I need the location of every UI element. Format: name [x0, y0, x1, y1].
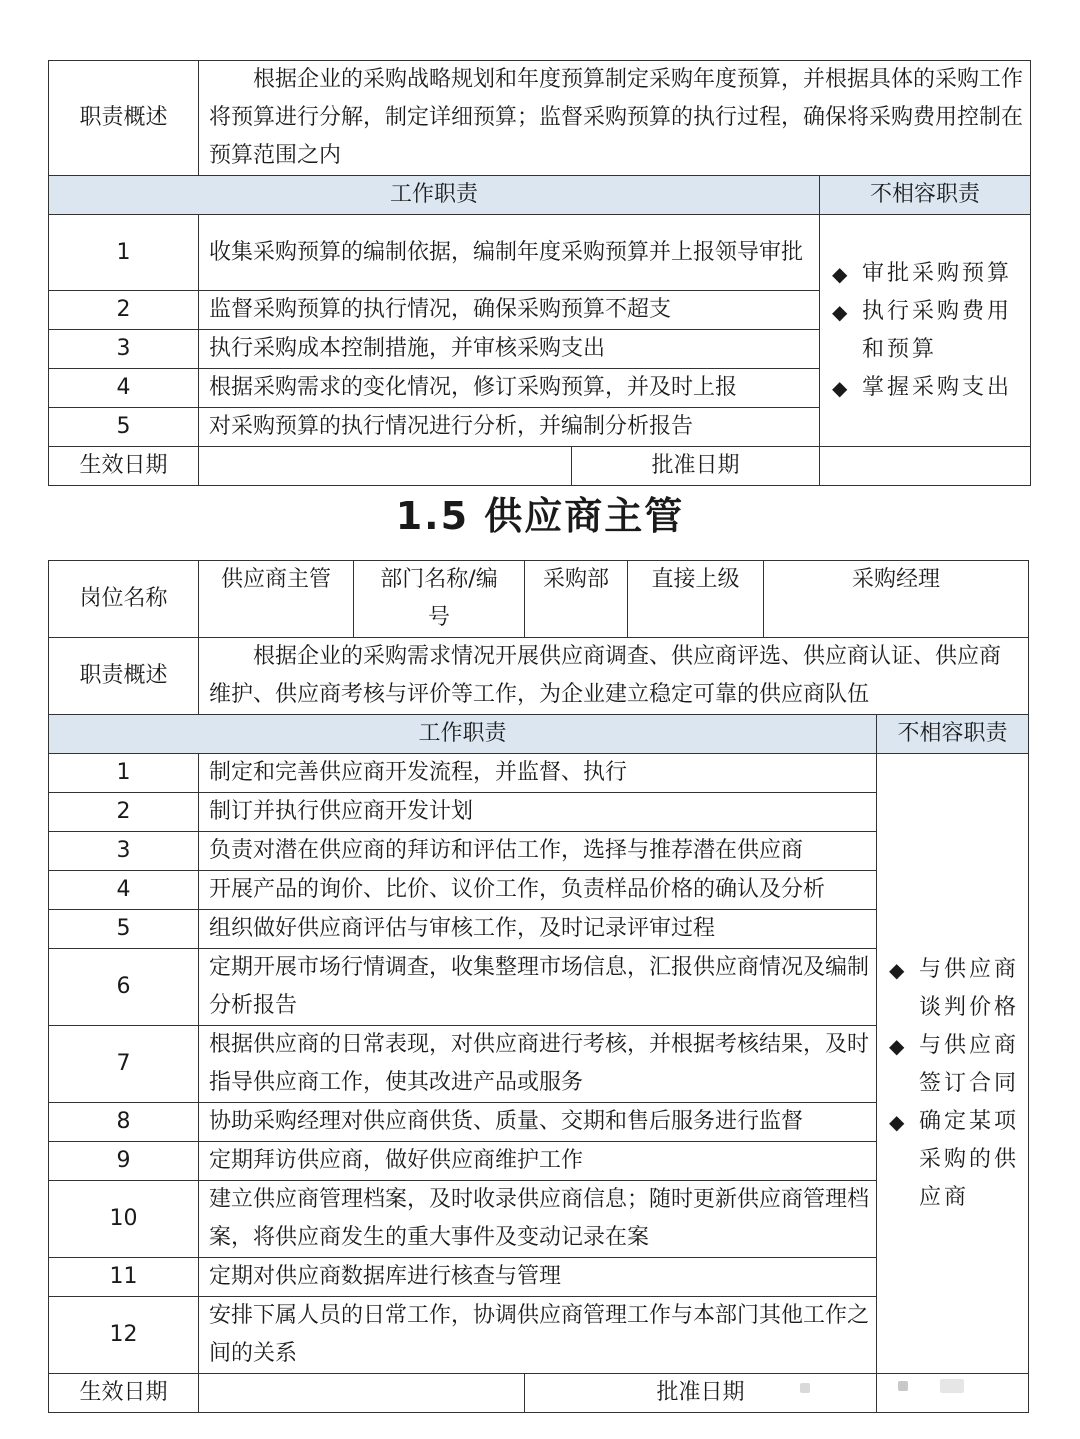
- incompat-list: [832, 255, 1022, 407]
- duty-number: 4: [49, 871, 199, 910]
- dept-label: 部门名称/编号: [354, 561, 525, 638]
- duty-number: 9: [49, 1142, 199, 1181]
- duty-text: 监督采购预算的执行情况，确保采购预算不超支: [199, 291, 820, 330]
- diamond-bullet-icon: ◆: [889, 1109, 908, 1134]
- duty-number: 12: [49, 1297, 199, 1374]
- duty-text: 对采购预算的执行情况进行分析，并编制分析报告: [199, 408, 820, 447]
- superior-label: 直接上级: [628, 561, 764, 638]
- position-value: 供应商主管: [199, 561, 354, 638]
- watermark: [800, 1365, 1060, 1405]
- duty-text: 建立供应商管理档案，及时收录供应商信息；随时更新供应商管理档案，将供应商发生的重大事件及变动记录在案: [199, 1181, 877, 1258]
- duty-text: 协助采购经理对供应商供货、质量、交期和售后服务进行监督: [199, 1103, 877, 1142]
- supplier-manager-table: [48, 560, 1029, 1413]
- duties-header: 工作职责: [49, 176, 820, 215]
- diamond-bullet-icon: ◆: [889, 1033, 908, 1058]
- incompat-item: ◆ 与供应商谈判价格: [889, 951, 1020, 1027]
- summary-text: 根据企业的采购需求情况开展供应商调查、供应商评选、供应商认证、供应商维护、供应商考核与评价等工作，为企业建立稳定可靠的供应商队伍: [199, 638, 1029, 715]
- position-label: 岗位名称: [49, 561, 199, 638]
- duty-text: 定期开展市场行情调查，收集整理市场信息，汇报供应商情况及编制分析报告: [199, 949, 877, 1026]
- watermark-mark: [800, 1383, 810, 1393]
- duty-number: 6: [49, 949, 199, 1026]
- incompat-header: 不相容职责: [820, 176, 1031, 215]
- duty-number: 5: [49, 910, 199, 949]
- duty-text: 负责对潜在供应商的拜访和评估工作，选择与推荐潜在供应商: [199, 832, 877, 871]
- effective-date-label: 生效日期: [49, 1374, 199, 1413]
- incompat-list: [889, 951, 1020, 1217]
- duty-text: 安排下属人员的日常工作，协调供应商管理工作与本部门其他工作之间的关系: [199, 1297, 877, 1374]
- incompat-item: ◆ 掌握采购支出: [832, 369, 1022, 407]
- incompat-header: 不相容职责: [877, 715, 1029, 754]
- summary-label: 职责概述: [49, 638, 199, 715]
- incompat-item: ◆ 确定某项采购的供应商: [889, 1103, 1020, 1217]
- duty-text: 定期对供应商数据库进行核查与管理: [199, 1258, 877, 1297]
- duty-text: 制定和完善供应商开发流程，并监督、执行: [199, 754, 877, 793]
- duty-text: 定期拜访供应商，做好供应商维护工作: [199, 1142, 877, 1181]
- approval-date-value: [820, 447, 1031, 486]
- duty-number: 11: [49, 1258, 199, 1297]
- incompat-item: ◆ 执行采购费用和预算: [832, 293, 1022, 369]
- duty-number: 8: [49, 1103, 199, 1142]
- dept-value: 采购部: [525, 561, 628, 638]
- summary-text: 根据企业的采购战略规划和年度预算制定采购年度预算，并根据具体的采购工作将预算进行分解，制定详细预算；监督采购预算的执行过程，确保将采购费用控制在预算范围之内: [199, 61, 1031, 176]
- duty-number: 4: [49, 369, 199, 408]
- duty-number: 1: [49, 215, 199, 291]
- duty-number: 3: [49, 330, 199, 369]
- effective-date-label: 生效日期: [49, 447, 199, 486]
- diamond-bullet-icon: ◆: [832, 375, 851, 400]
- effective-date-value: [199, 1374, 525, 1413]
- duty-text: 开展产品的询价、比价、议价工作，负责样品价格的确认及分析: [199, 871, 877, 910]
- incompat-duties-cell: [877, 754, 1029, 1374]
- approval-date-label: 批准日期: [572, 447, 820, 486]
- duty-text: 组织做好供应商评估与审核工作，及时记录评审过程: [199, 910, 877, 949]
- incompat-duties-cell: [820, 215, 1031, 447]
- budget-duties-table: [48, 60, 1031, 486]
- incompat-item: ◆ 审批采购预算: [832, 255, 1022, 293]
- duty-number: 7: [49, 1026, 199, 1103]
- effective-date-value: [199, 447, 572, 486]
- diamond-bullet-icon: ◆: [889, 957, 908, 982]
- approval-date-label: 批准日期: [525, 1374, 877, 1413]
- duty-number: 10: [49, 1181, 199, 1258]
- incompat-item: ◆ 与供应商签订合同: [889, 1027, 1020, 1103]
- diamond-bullet-icon: ◆: [832, 299, 851, 324]
- superior-value: 采购经理: [764, 561, 1029, 638]
- duty-text: 根据采购需求的变化情况，修订采购预算，并及时上报: [199, 369, 820, 408]
- diamond-bullet-icon: ◆: [832, 261, 851, 286]
- watermark-mark: [940, 1379, 964, 1393]
- duty-number: 2: [49, 793, 199, 832]
- duty-text: 执行采购成本控制措施，并审核采购支出: [199, 330, 820, 369]
- duty-number: 3: [49, 832, 199, 871]
- watermark-mark: [898, 1381, 908, 1391]
- summary-label: 职责概述: [49, 61, 199, 176]
- duty-text: 制订并执行供应商开发计划: [199, 793, 877, 832]
- duty-text: 根据供应商的日常表现，对供应商进行考核，并根据考核结果，及时指导供应商工作，使其改进产品或服务: [199, 1026, 877, 1103]
- duty-number: 2: [49, 291, 199, 330]
- duties-header: 工作职责: [49, 715, 877, 754]
- section-title: 1.5 供应商主管: [395, 494, 685, 538]
- duty-text: 收集采购预算的编制依据，编制年度采购预算并上报领导审批: [199, 215, 820, 291]
- duty-number: 1: [49, 754, 199, 793]
- duty-number: 5: [49, 408, 199, 447]
